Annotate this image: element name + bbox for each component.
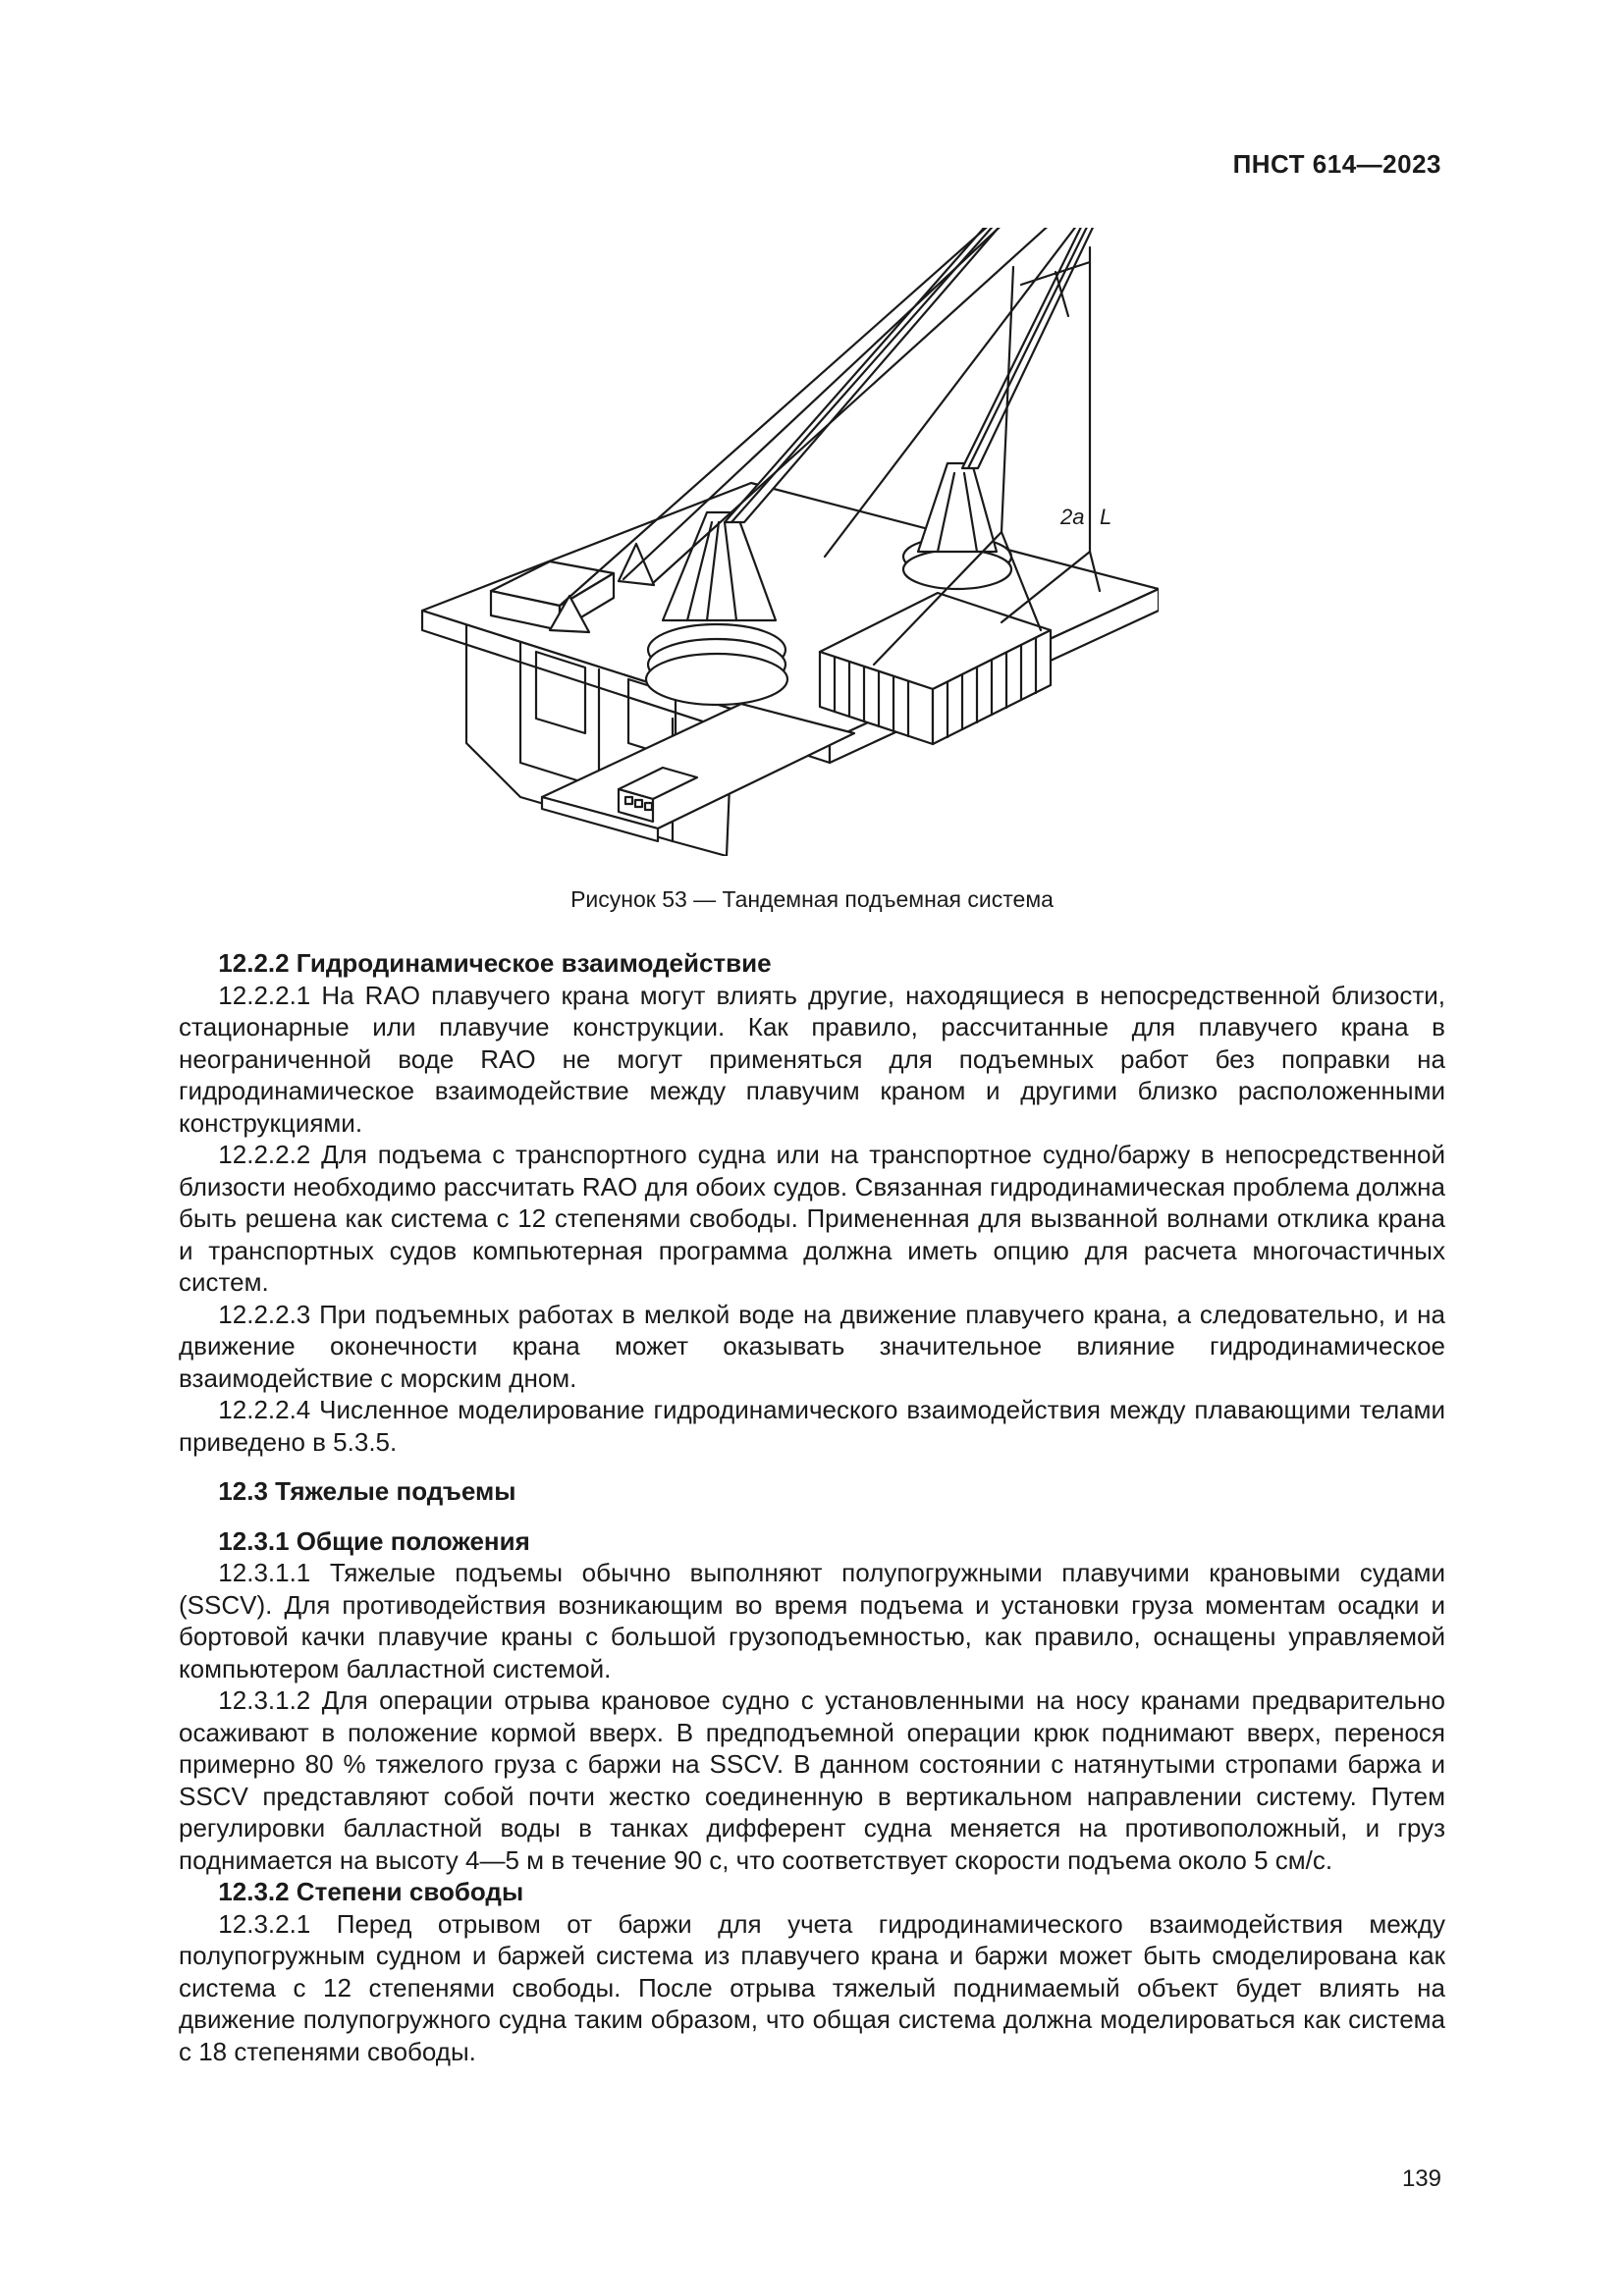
tandem-lift-drawing xyxy=(412,228,1159,856)
document-id: ПНСТ 614—2023 xyxy=(1232,149,1441,179)
figure-caption: Рисунок 53 — Тандемная подъемная система xyxy=(570,886,1054,912)
paragraph-12-2-2-3: 12.2.2.3 При подъемных работах в мелкой воде на движение плавучего крана, а следовательно, и на движение оконечности крана может оказывать значительное влияние гидродинамическое взаимодействие с морским дном. xyxy=(179,1299,1445,1393)
tandem-lift-figure xyxy=(412,228,1159,856)
paragraph-12-2-2-2: 12.2.2.2 Для подъема с транспортного судна или на транспортное судно/баржу в непосредственной близости необходимо рассчитать RAO для обоих судов. Связанная гидродинамическая проблема должна быть решена как система с 12 степенями свободы. Примененная для вызванной волнами отклика крана и транспортных судов компьютерная программа должна иметь опцию для расчета многочастичных систем. xyxy=(179,1140,1445,1297)
section-heading-12-3-1: 12.3.1 Общие положения xyxy=(218,1525,530,1556)
paragraph-12-2-2-4: 12.2.2.4 Численное моделирование гидродинамического взаимодействия между плавающими телами приведено в 5.3.5. xyxy=(179,1395,1445,1457)
section-heading-12-2-2: 12.2.2 Гидродинамическое взаимодействие xyxy=(218,948,772,978)
paragraph-12-3-1-2: 12.3.1.2 Для операции отрыва крановое судно с установленными на носу кранами предварительно осаживают в положение кормой вверх. В предподъемной операции крюк поднимают вверх, перенося примерно 80 % тяжелого груза с баржи на SSCV. В данном состоянии с натянутыми стропами баржа и SSCV представляют собой почти жестко соединенную в вертикальном направлении систему. Путем регулировки балластной воды в танках дифферент судна меняется на противоположный, и груз поднимается на высоту 4—5 м в течение 90 с, что соответствует скорости подъема около 5 см/с. xyxy=(179,1685,1445,1875)
paragraph-12-2-2-1: 12.2.2.1 На RAO плавучего крана могут влиять другие, находящиеся в непосредственной близости, стационарные или плавучие конструкции. Как правило, рассчитанные для плавучего крана в неограниченной воде RAO не могут применяться для подъемных работ без поправки на гидродинамическое взаимодействие между плавучим краном и другими близко расположенными конструкциями. xyxy=(179,980,1445,1138)
page-number: 139 xyxy=(1401,2165,1441,2192)
section-heading-12-3-2: 12.3.2 Степени свободы xyxy=(218,1877,524,1906)
paragraph-12-3-2-1: 12.3.2.1 Перед отрывом от баржи для учета гидродинамического взаимодействия между полупогружным судном и баржей система из плавучего крана и баржи может быть смоделирована как система с 12 степенями свободы. После отрыва тяжелый поднимаемый объект будет влиять на движение полупогружного судна таким образом, что общая система должна моделироваться как система с 18 степенями свободы. xyxy=(179,1908,1445,2066)
body-text xyxy=(179,947,1445,2067)
angle-label: 2a xyxy=(1060,505,1085,529)
section-heading-12-3: 12.3 Тяжелые подъемы xyxy=(218,1476,516,1506)
length-label: L xyxy=(1100,505,1112,529)
paragraph-12-3-1-1: 12.3.1.1 Тяжелые подъемы обычно выполняют полупогружными плавучими крановыми судами (SSCV). Для противодействия возникающим во время подъема и установки груза моментам осадки и бортовой качки плавучие краны с большой грузоподъемностью, как правило, оснащены управляемой компьютером балластной системой. xyxy=(179,1558,1445,1683)
